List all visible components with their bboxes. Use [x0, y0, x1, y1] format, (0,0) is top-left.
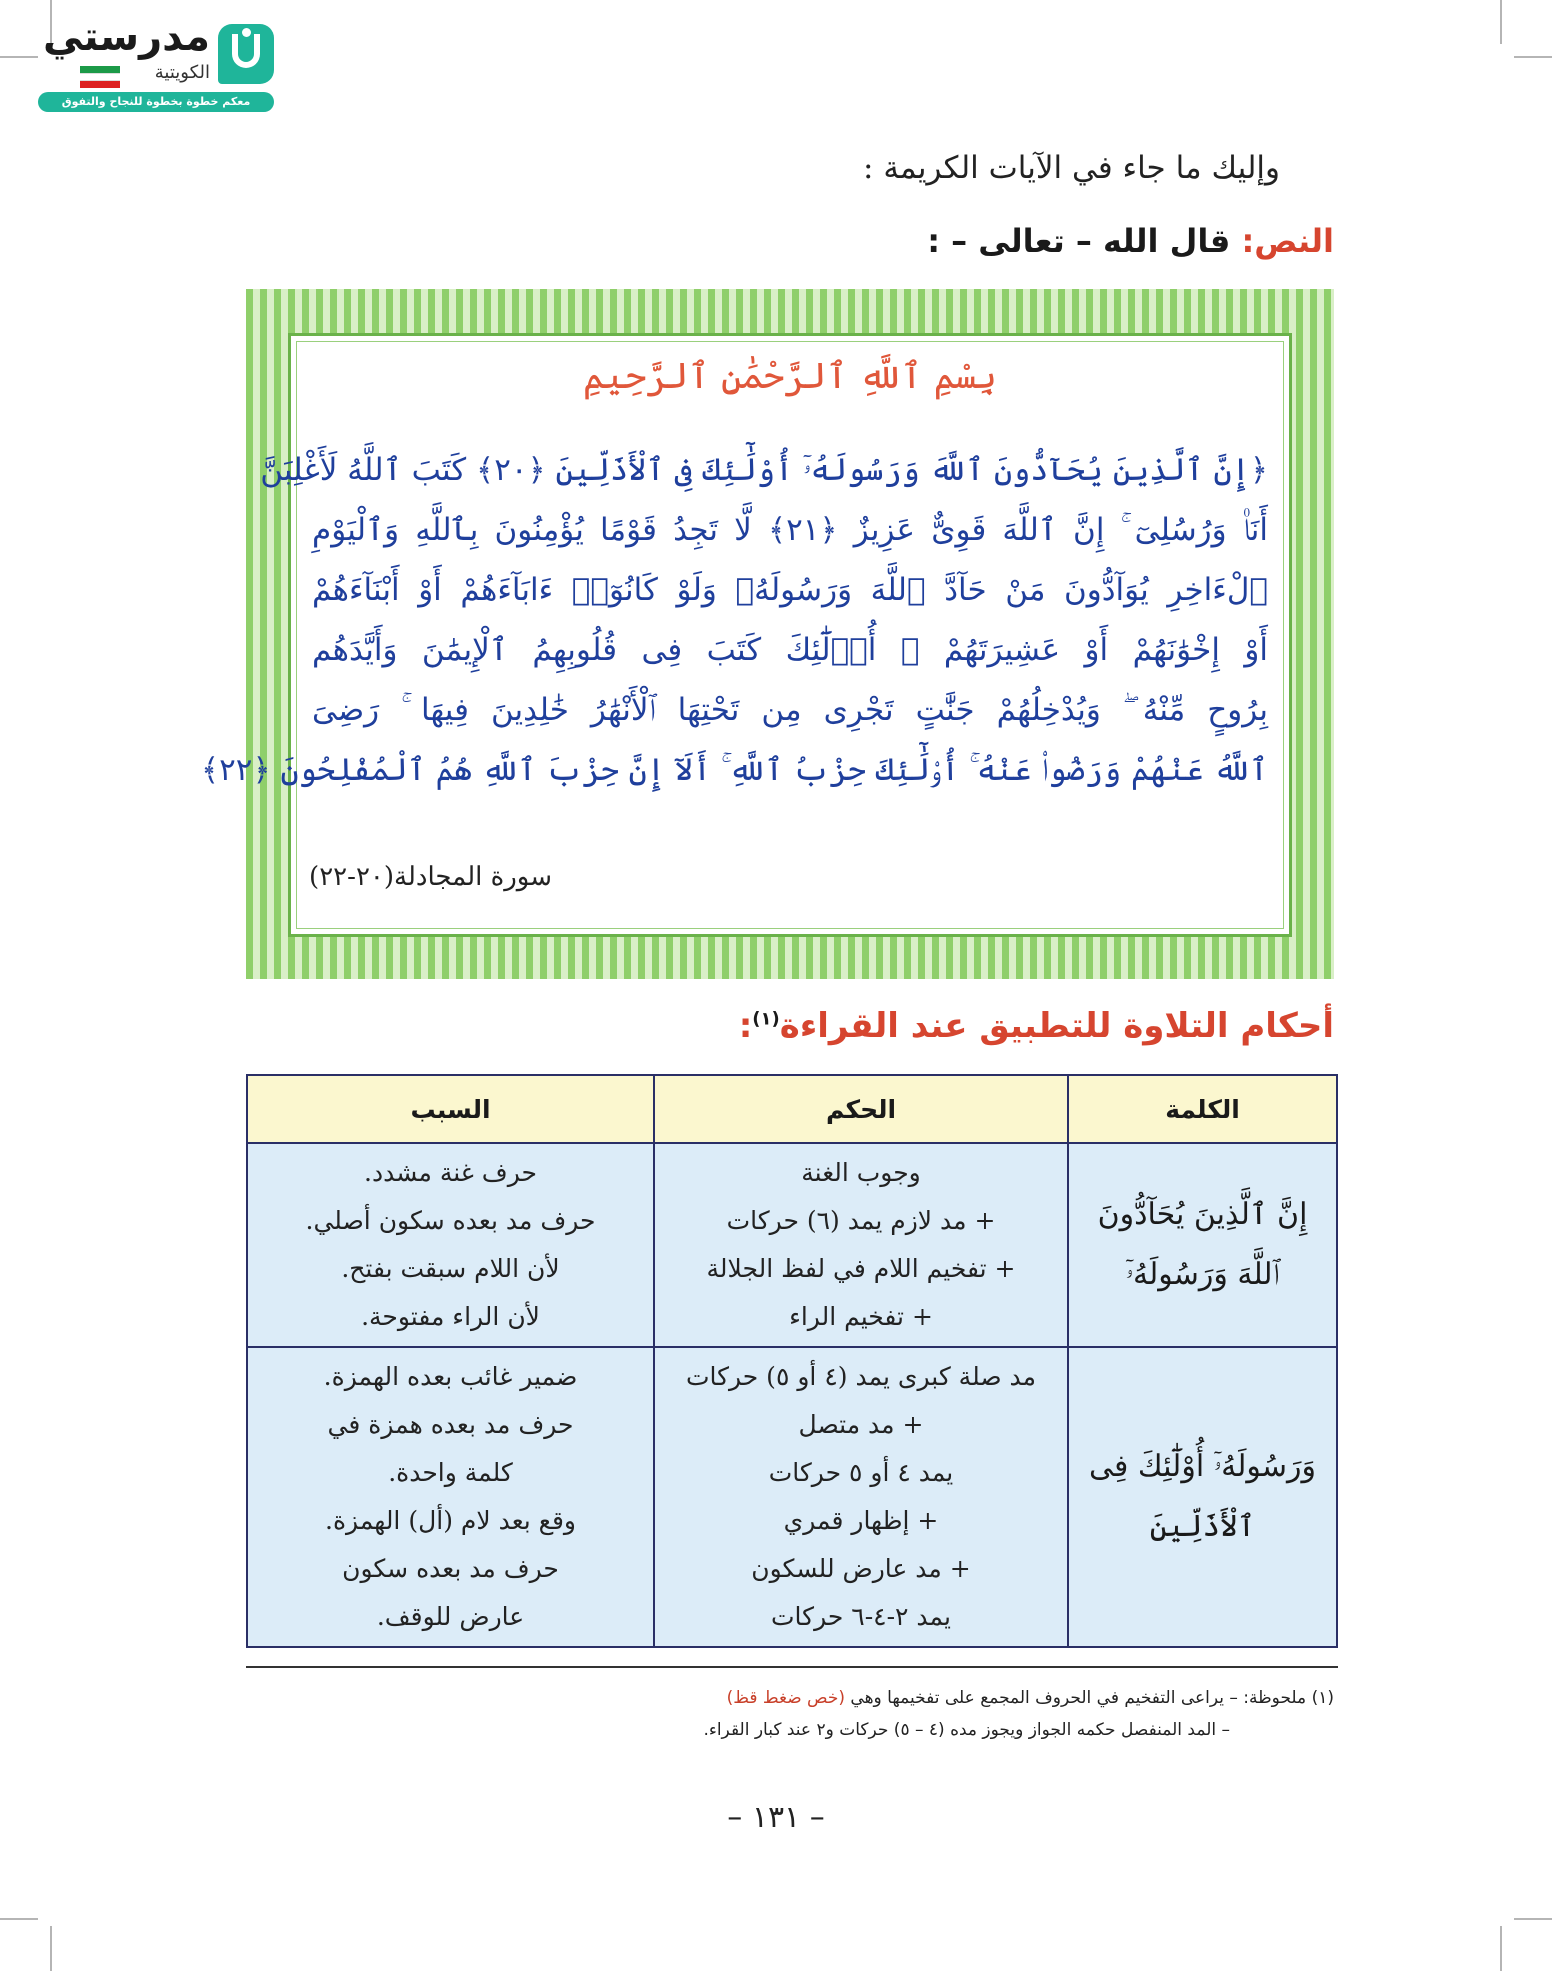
rule-line: + مد لازم يمد (٦) حركات	[726, 1206, 996, 1235]
footnote-line1: – يراعى التفخيم في الحروف المجمع على تفخيمها وهي	[850, 1688, 1238, 1708]
footnote-label: ملحوظة:	[1243, 1688, 1307, 1708]
reason-line: لأن الراء مفتوحة.	[361, 1302, 540, 1331]
crop-mark	[50, 1926, 52, 1971]
reason-line: كلمة واحدة.	[388, 1458, 513, 1487]
table-row	[247, 1347, 1337, 1647]
section-title	[739, 1006, 1334, 1046]
reason-line: حرف غنة مشدد.	[364, 1158, 537, 1187]
cell-rule	[654, 1347, 1068, 1647]
logo-tagline: معكم خطوة بخطوة للنجاح والتفوق	[38, 92, 274, 112]
section-title-suffix: :	[738, 1006, 753, 1046]
footnote-ref[interactable]: (١)	[752, 1008, 780, 1030]
crop-mark	[1500, 0, 1502, 44]
verse-line: ٱللَّهُ عَنْهُمْ وَرَضُوا۟ عَنْهُ ۚ أُو۟لَٰٓئِكَ حِزْبُ ٱللَّهِ ۚ أَلَآ إِنَّ حِزْبَ ٱللَّهِ هُمُ ٱلْمُفْلِحُونَ ﴿٢٢﴾	[200, 752, 1268, 788]
cell-word	[1068, 1143, 1337, 1347]
footnote-highlight: (خص ضغط قظ)	[726, 1688, 846, 1708]
rule-line: يمد ٤ أو ٥ حركات	[768, 1458, 954, 1487]
crop-mark	[1514, 1918, 1552, 1920]
basmala: بِسْمِ ٱللَّهِ ٱلرَّحْمَٰنِ ٱلرَّحِيمِ	[582, 356, 998, 397]
intro-text: وإليك ما جاء في الآيات الكريمة :	[863, 150, 1280, 186]
word-line: إِنَّ ٱلَّذِينَ يُحَآدُّونَ	[1097, 1197, 1308, 1232]
logo-name: مدرستي	[42, 14, 210, 60]
footnote-divider	[246, 1666, 1338, 1668]
reason-line: حرف مد بعده سكون أصلي.	[305, 1206, 596, 1235]
rule-line: + إظهار قمري	[783, 1506, 939, 1535]
cell-word	[1068, 1347, 1337, 1647]
text-heading-label: النص:	[1241, 222, 1334, 260]
column-header-word: الكلمة	[1068, 1075, 1337, 1143]
rule-line: + تفخيم اللام في لفظ الجلالة	[706, 1254, 1016, 1283]
section-title-text: أحكام التلاوة للتطبيق عند القراءة	[779, 1006, 1334, 1046]
cell-rule	[654, 1143, 1068, 1347]
rule-line: وجوب الغنة	[801, 1158, 921, 1187]
crop-mark	[1500, 1926, 1502, 1971]
text-heading	[927, 222, 1334, 260]
table-header-row	[247, 1075, 1337, 1143]
column-header-rule: الحكم	[654, 1075, 1068, 1143]
reason-line: وقع بعد لام (أل) الهمزة.	[325, 1506, 576, 1535]
verse-line: ﴿إِنَّ ٱلَّذِينَ يُحَآدُّونَ ٱللَّهَ وَرَسُولَهُۥٓ أُوْلَٰٓئِكَ فِى ٱلْأَذَلِّينَ ﴿٢٠﴾ كَتَبَ ٱللَّهُ لَأَغْلِبَنَّ	[260, 452, 1268, 488]
word-line: ٱلْأَذَلِّينَ	[1149, 1509, 1256, 1544]
reason-line: عارض للوقف.	[376, 1602, 525, 1631]
verse-line: بِرُوحٍ مِّنْهُ ۖ وَيُدْخِلُهُمْ جَنَّٰتٍ تَجْرِى مِن تَحْتِهَا ٱلْأَنْهَٰرُ خَٰلِدِينَ فِيهَا ۚ رَضِىَ	[312, 692, 1268, 728]
rule-line: مد صلة كبرى يمد (٤ أو ٥) حركات	[685, 1362, 1037, 1391]
verse-line: أَوْ إِخْوَٰنَهُمْ أَوْ عَشِيرَتَهُمْ ۚ أُو۟لَٰٓئِكَ كَتَبَ فِى قُلُوبِهِمُ ٱلْإِيمَٰنَ وَأَيَّدَهُم	[312, 632, 1268, 668]
cell-reason	[247, 1347, 654, 1647]
reason-line: لأن اللام سبقت بفتح.	[341, 1254, 560, 1283]
word-line: وَرَسُولَهُۥٓ أُوْلَٰٓئِكَ فِى	[1088, 1449, 1317, 1484]
crop-mark	[0, 1918, 38, 1920]
reason-line: حرف مد بعده سكون	[342, 1554, 559, 1583]
verse-line: أَنَا۠ وَرُسُلِىٓ ۚ إِنَّ ٱللَّهَ قَوِىٌّ عَزِيزٌ ﴿٢١﴾ لَّا تَجِدُ قَوْمًا يُؤْمِنُونَ بِٱللَّهِ وَٱلْيَوْمِ	[312, 512, 1268, 548]
column-header-reason: السبب	[247, 1075, 654, 1143]
quran-verses	[200, 440, 1268, 800]
rule-line: + مد عارض للسكون	[751, 1554, 971, 1583]
word-line: ٱللَّهَ وَرَسُولَهُۥٓ	[1125, 1257, 1280, 1292]
reason-line: ضمير غائب بعده الهمزة.	[323, 1362, 578, 1391]
tajweed-table	[246, 1074, 1338, 1648]
table-row	[247, 1143, 1337, 1347]
crop-mark	[1514, 56, 1552, 58]
text-heading-body: قال الله – تعالى – :	[927, 222, 1231, 260]
site-logo[interactable]	[38, 14, 274, 115]
reason-line: حرف مد بعده همزة في	[327, 1410, 574, 1439]
footnote-line2: – المد المنفصل حكمه الجواز ويجوز مده (٤ – ٥) حركات و٢ عند كبار القراء.	[703, 1720, 1230, 1740]
logo-sub: الكويتية	[154, 62, 210, 83]
surah-reference: سورة المجادلة(٢٠-٢٢)	[309, 862, 552, 892]
verse-line: ٱلْءَاخِرِ يُوَآدُّونَ مَنْ حَآدَّ ٱللَّهَ وَرَسُولَهُۥ وَلَوْ كَانُوٓا۟ ءَابَآءَهُمْ أَوْ أَبْنَآءَهُمْ	[312, 572, 1268, 608]
page-number: – ١٣١ –	[727, 1800, 825, 1835]
book-badge-icon	[218, 24, 274, 84]
footnote-number: (١)	[1311, 1688, 1334, 1708]
rule-line: يمد ٢-٤-٦ حركات	[771, 1602, 951, 1631]
rule-line: + مد متصل	[798, 1410, 924, 1439]
footnote	[703, 1682, 1334, 1746]
kuwait-flag-icon	[80, 66, 120, 86]
crop-mark	[0, 56, 38, 58]
rule-line: + تفخيم الراء	[789, 1302, 933, 1331]
cell-reason	[247, 1143, 654, 1347]
